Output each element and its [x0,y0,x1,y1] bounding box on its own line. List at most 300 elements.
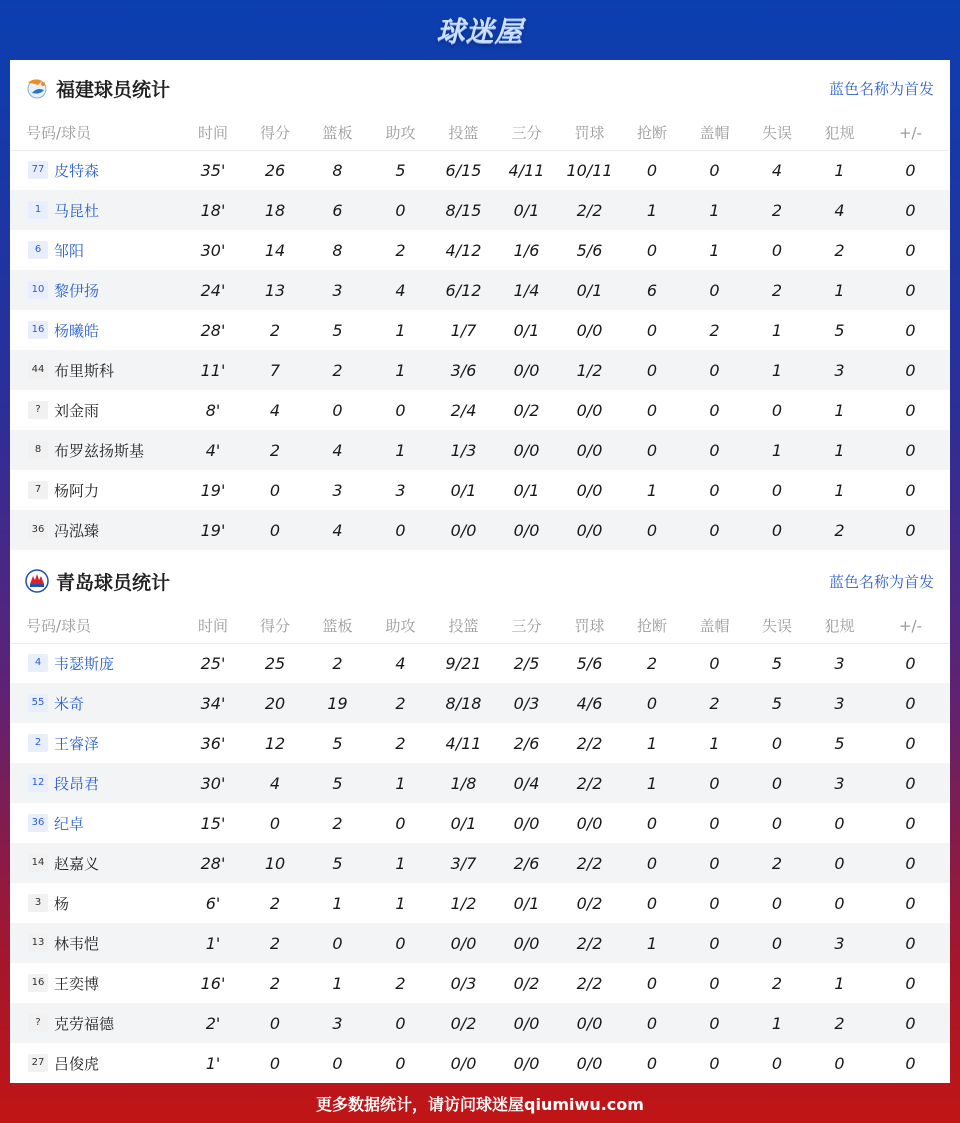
player-name-link[interactable]: 布里斯科 [54,361,115,380]
table-row [10,883,950,923]
stat-cell: 3 [808,763,871,803]
stat-cell: 2' [182,1003,244,1043]
stat-cell: 24' [182,270,244,310]
stat-cell: 1 [771,320,783,340]
stat-cell: 8/15 [432,190,495,230]
stat-cell: 0 [332,1053,343,1073]
column-header: 得分 [244,116,306,150]
stat-cell: 0/1 [513,320,540,340]
stat-cell: 6 [621,270,683,310]
stat-cell: 2 [646,653,658,673]
stat-cell: 1 [834,973,845,993]
player-name-link[interactable]: 马昆杜 [54,201,100,220]
stat-cell: 0 [746,923,808,963]
stat-cell: 3 [332,480,343,500]
stat-cell: 2/2 [558,843,621,883]
stat-cell: 1 [709,240,720,260]
jersey-number-badge: 6 [28,241,48,259]
stat-cell: 0/0 [495,1003,558,1043]
stat-cell: 4 [369,270,432,310]
stat-cell: 1 [332,893,343,913]
stat-cell: 3 [306,1003,369,1043]
stat-cell: 0 [871,350,950,390]
table-row [10,963,950,1003]
stat-cell: 0 [683,430,746,470]
stat-cell: 0/0 [576,400,603,420]
stat-cell: 4 [395,653,406,673]
column-header-player: 号码/球员 [10,609,182,643]
stat-cell: 6' [205,893,221,913]
stat-cell: 4/11 [445,733,482,753]
stat-cell: 13 [244,270,306,310]
column-header: +/- [871,609,950,643]
stat-cell: 0 [905,653,916,673]
stat-cell: 0/1 [513,480,540,500]
jersey-number-badge: 8 [28,441,48,459]
stat-cell: 0 [369,510,432,550]
column-header: 失误 [746,116,808,150]
footer-link-text[interactable]: 更多数据统计，请访问球迷屋qiumiwu.com [316,1094,644,1114]
stat-cell: 1/4 [495,270,558,310]
table-row [10,643,950,683]
stat-cell: 0 [621,430,683,470]
stat-cell: 0 [646,400,658,420]
column-header: 罚球 [558,609,621,643]
footer-banner[interactable] [0,1083,960,1123]
table-body [10,643,950,1083]
stat-cell: 0/0 [513,1053,540,1073]
column-header: 抢断 [621,609,683,643]
stat-cell: 0 [621,683,683,723]
stat-cell: 0 [771,893,783,913]
stat-cell: 0 [709,973,720,993]
player-cell [10,883,182,923]
stat-cell: 8 [332,160,343,180]
stat-cell: 0 [905,973,916,993]
stat-cell: 0/0 [558,510,621,550]
column-header: 抢断 [621,116,683,150]
stat-cell: 0 [621,843,683,883]
stat-cell: 6/15 [445,160,482,180]
section-title: 青岛球员统计 [56,571,171,594]
top-bar [0,0,960,60]
jersey-number-badge: 16 [28,321,48,339]
stat-cell: 4' [182,430,244,470]
starter-legend-note: 蓝色名称为首发 [828,79,934,98]
stat-cell: 0 [369,1003,432,1043]
stat-cell: 2 [269,973,281,993]
stat-cell: 0 [834,893,845,913]
player-cell [10,510,182,550]
stat-cell: 0/1 [450,480,477,500]
stat-cell: 0 [746,763,808,803]
stat-cell: 0/1 [450,813,477,833]
jersey-number-badge: ? [28,1014,48,1032]
player-cell [10,270,182,310]
player-name-link[interactable]: 皮特森 [54,161,100,180]
column-header: +/- [871,116,950,150]
stat-cell: 1 [369,430,432,470]
stat-cell: 0/1 [495,190,558,230]
section-header [10,60,950,116]
stat-cell: 8 [332,240,343,260]
table-row [10,470,950,510]
stat-cell: 0 [746,510,808,550]
stat-cell: 25' [200,653,226,673]
stat-cell: 2 [709,320,720,340]
stat-cell: 5/6 [576,240,603,260]
stat-cell: 1 [746,430,808,470]
player-name-link[interactable]: 杨阿力 [54,481,100,500]
stat-cell: 0 [871,683,950,723]
player-name-link[interactable]: 王睿泽 [54,734,100,753]
stat-cell: 3 [306,270,369,310]
stat-cell: 1 [332,973,343,993]
team-stats-panel-fujian [10,60,950,553]
stat-cell: 1/7 [450,320,477,340]
stat-cell: 4 [269,400,281,420]
stat-cell: 0 [871,430,950,470]
stat-cell: 5 [834,733,845,753]
column-header: 投篮 [432,609,495,643]
table-row [10,683,950,723]
stat-cell: 0 [683,510,746,550]
stat-cell: 2/6 [513,733,540,753]
stat-cell: 1 [808,270,871,310]
stat-cell: 0 [905,320,916,340]
stat-cell: 0 [808,843,871,883]
stat-cell: 2 [834,240,845,260]
stat-cell: 6/12 [432,270,495,310]
stat-cell: 11' [182,350,244,390]
stat-cell: 0 [646,240,658,260]
player-stats-table [10,609,950,1083]
stat-cell: 1/3 [432,430,495,470]
stat-cell: 5 [771,653,783,673]
stat-cell: 0 [646,973,658,993]
stat-cell: 2 [306,350,369,390]
stat-cell: 0 [905,480,916,500]
table-row [10,1043,950,1083]
column-header-player: 号码/球员 [10,116,182,150]
stat-cell: 25 [264,653,286,673]
stat-cell: 0/0 [450,1053,477,1073]
stat-cell: 0 [905,1053,916,1073]
stat-cell: 10 [244,843,306,883]
stat-cell: 2 [395,240,406,260]
stat-cell: 4/12 [445,240,482,260]
stat-cell: 2/2 [558,190,621,230]
stat-cell: 5 [332,320,343,340]
stat-cell: 0 [709,653,720,673]
column-header: 犯规 [808,116,871,150]
player-cell [10,190,182,230]
stat-cell: 0/4 [495,763,558,803]
stat-cell: 1 [621,190,683,230]
stat-cell: 0/2 [576,893,603,913]
stat-cell: 0 [871,923,950,963]
stat-cell: 0 [709,1053,720,1073]
stat-cell: 0 [395,400,406,420]
player-cell [10,230,182,270]
stat-cell: 0 [905,813,916,833]
player-name-link[interactable]: 纪卓 [54,814,85,833]
stat-cell: 2 [808,1003,871,1043]
stat-cell: 0/0 [495,923,558,963]
stat-cell: 5 [306,843,369,883]
stat-cell: 0 [771,1053,783,1073]
stat-cell: 0 [244,1003,306,1043]
stat-cell: 0 [905,160,916,180]
jersey-number-badge: 3 [28,894,48,912]
stat-cell: 1 [395,320,406,340]
stat-cell: 19' [200,480,226,500]
stat-cell: 0/0 [558,1003,621,1043]
player-cell [10,1043,182,1083]
stat-cell: 1 [369,350,432,390]
stat-cell: 14 [264,240,286,260]
jersey-number-badge: 36 [28,521,48,539]
jersey-number-badge: 44 [28,361,48,379]
stat-cell: 0/1 [558,270,621,310]
stat-cell: 0 [709,813,720,833]
player-name-link[interactable]: 克劳福德 [54,1014,115,1033]
stat-cell: 2 [269,320,281,340]
stat-cell: 2 [369,683,432,723]
stat-cell: 5 [332,733,343,753]
stat-cell: 8/18 [432,683,495,723]
stat-cell: 0/0 [576,813,603,833]
stat-cell: 0/0 [558,430,621,470]
column-header: 三分 [495,609,558,643]
stat-cell: 0 [683,350,746,390]
stat-cell: 0 [683,843,746,883]
stat-cell: 2/2 [576,973,603,993]
player-name-link[interactable]: 吕俊虎 [54,1054,100,1073]
player-name-link[interactable]: 韦瑟斯庞 [54,654,115,673]
jersey-number-badge: 12 [28,774,48,792]
jersey-number-badge: 1 [28,201,48,219]
stat-cell: 0 [683,1003,746,1043]
section-title: 福建球员统计 [56,78,171,101]
player-cell [10,350,182,390]
player-cell [10,963,182,1003]
player-name-link[interactable]: 米奇 [54,694,85,713]
stat-cell: 0 [709,400,720,420]
stat-cell: 2/2 [558,763,621,803]
stat-cell: 0 [871,270,950,310]
table-row [10,270,950,310]
section-header [10,553,950,609]
stat-cell: 26 [264,160,286,180]
stat-cell: 0/0 [576,320,603,340]
player-name-link[interactable]: 黎伊扬 [54,281,100,300]
stat-cell: 0/2 [513,400,540,420]
player-name-link[interactable]: 林韦恺 [54,934,100,953]
stat-cell: 5 [306,763,369,803]
stat-cell: 0 [871,510,950,550]
column-header: 罚球 [558,116,621,150]
stat-cell: 2 [746,190,808,230]
stat-cell: 0 [905,240,916,260]
jersey-number-badge: 16 [28,974,48,992]
stat-cell: 1 [621,923,683,963]
stat-cell: 2/6 [495,843,558,883]
column-header: 三分 [495,116,558,150]
stat-cell: 1 [621,763,683,803]
stat-cell: 0 [771,240,783,260]
jersey-number-badge: 4 [28,654,48,672]
stat-cell: 2 [395,733,406,753]
stat-cell: 1 [808,430,871,470]
table-row [10,723,950,763]
stat-cell: 0/0 [495,350,558,390]
stat-cell: 0/3 [450,973,477,993]
player-name-link[interactable]: 段昂君 [54,774,100,793]
table-header-row [10,609,950,643]
stat-cell: 0 [621,1003,683,1043]
stat-cell: 0 [646,813,658,833]
stat-cell: 1 [369,843,432,883]
stat-cell: 10/11 [566,160,613,180]
jersey-number-badge: 77 [28,161,48,179]
stat-cell: 1 [834,480,845,500]
player-cell [10,683,182,723]
stat-cell: 0 [709,160,720,180]
stat-cell: 2 [269,893,281,913]
stat-cell: 0 [683,763,746,803]
player-cell [10,643,182,683]
stat-cell: 2/5 [513,653,540,673]
stat-cell: 0 [369,190,432,230]
stat-cell: 0 [834,813,845,833]
stat-cell: 30' [182,763,244,803]
table-row [10,803,950,843]
player-name-link[interactable]: 杨 [54,894,70,913]
stat-cell: 1/8 [432,763,495,803]
stat-cell: 0/0 [576,480,603,500]
brand-logo[interactable]: 球迷屋 [436,15,524,48]
stat-cell: 5 [395,160,406,180]
stat-cell: 2 [332,653,343,673]
jersey-number-badge: 7 [28,481,48,499]
player-cell [10,470,182,510]
stat-cell: 2 [244,430,306,470]
stat-cell: 0 [771,813,783,833]
jersey-number-badge: 55 [28,694,48,712]
stat-cell: 0 [871,190,950,230]
table-row [10,510,950,550]
stat-cell: 2 [395,973,406,993]
stat-cell: 1 [709,733,720,753]
stat-cell: 0 [646,160,658,180]
stat-cell: 4/6 [558,683,621,723]
stat-cell: 1 [834,400,845,420]
stat-cell: 0 [395,1053,406,1073]
stat-cell: 2 [332,813,343,833]
stat-cell: 1 [746,1003,808,1043]
player-name-link[interactable]: 布罗兹扬斯基 [54,441,145,460]
stat-cell: 0 [709,893,720,913]
stat-cell: 19' [182,510,244,550]
player-cell [10,150,182,190]
stat-cell: 1 [646,733,658,753]
stat-cell: 30' [200,240,226,260]
stat-cell: 5 [834,320,845,340]
player-cell [10,923,182,963]
stat-cell: 0 [646,893,658,913]
qingdao-team-logo-icon [24,568,50,594]
stat-cell: 3/6 [432,350,495,390]
stat-cell: 0 [646,1053,658,1073]
stat-cell: 2/2 [576,733,603,753]
player-name-link[interactable]: 刘金雨 [54,401,100,420]
table-row [10,310,950,350]
stat-cell: 1 [746,350,808,390]
player-cell [10,803,182,843]
stat-cell: 3 [808,350,871,390]
stat-cell: 12 [264,733,286,753]
jersey-number-badge: 13 [28,934,48,952]
stat-cell: 2 [771,973,783,993]
stat-cell: 0 [269,1053,281,1073]
player-cell [10,723,182,763]
fujian-team-logo-icon [24,75,50,101]
stat-cell: 18 [244,190,306,230]
stat-cell: 1/2 [558,350,621,390]
stat-cell: 9/21 [445,653,482,673]
stat-cell: 34' [182,683,244,723]
stat-cell: 0 [871,843,950,883]
stat-cell: 1 [683,190,746,230]
stat-cell: 0 [905,893,916,913]
column-header: 失误 [746,609,808,643]
stat-cell: 28' [200,320,226,340]
stat-cell: 1' [182,923,244,963]
stat-cell: 1 [834,160,845,180]
stat-cell: 0 [646,320,658,340]
stat-cell: 0 [905,400,916,420]
stat-cell: 0 [621,510,683,550]
stat-cell: 0 [771,400,783,420]
stat-cell: 1' [205,1053,221,1073]
stat-cell: 3 [808,683,871,723]
stat-cell: 3/7 [432,843,495,883]
player-name-link[interactable]: 王奕博 [54,974,100,993]
player-name-link[interactable]: 赵嘉义 [54,854,100,873]
stat-cell: 36' [200,733,226,753]
stat-cell: 0/2 [513,973,540,993]
stat-cell: 0 [771,733,783,753]
stat-cell: 4 [771,160,783,180]
team-stats-panel-qingdao [10,553,950,1083]
player-cell [10,430,182,470]
stat-cell: 5 [746,683,808,723]
stat-cell: 3 [834,653,845,673]
player-cell [10,310,182,350]
player-name-link[interactable]: 邹阳 [54,241,85,260]
table-row [10,1003,950,1043]
player-name-link[interactable]: 杨曦皓 [54,321,100,340]
stat-cell: 19 [306,683,369,723]
column-header: 得分 [244,609,306,643]
stat-cell: 0 [306,923,369,963]
stat-cell: 0/1 [513,893,540,913]
stat-cell: 2/4 [450,400,477,420]
stat-cell: 1/6 [513,240,540,260]
player-name-link[interactable]: 冯泓臻 [54,521,100,540]
stat-cell: 4 [244,763,306,803]
